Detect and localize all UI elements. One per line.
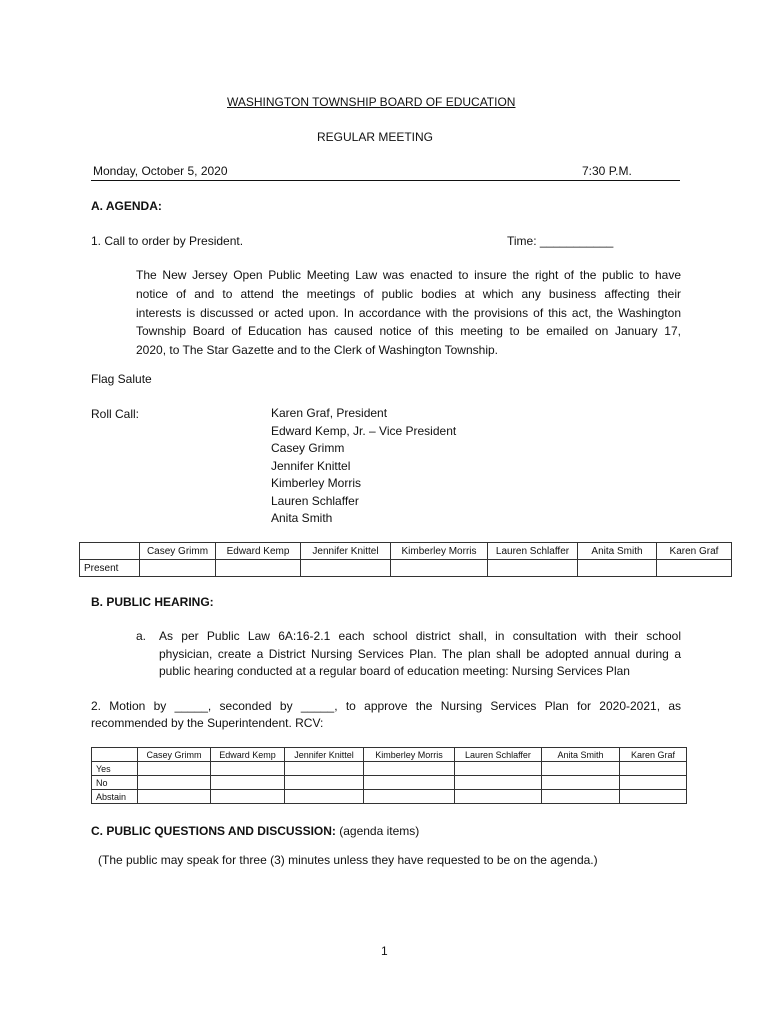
table-cell (211, 776, 285, 790)
table-header-cell: Anita Smith (578, 543, 657, 560)
attendance-header-row (80, 543, 732, 560)
section-c-heading-suffix: (agenda items) (335, 824, 420, 838)
table-cell (391, 560, 488, 577)
motion-line: 2. Motion by _____, seconded by _____, to approve the Nursing Services Plan for 2020-2021, as (91, 699, 681, 713)
table-row (92, 790, 687, 804)
roll-call-member: Lauren Schlaffer (271, 493, 359, 508)
table-header-cell: Karen Graf (657, 543, 732, 560)
table-cell (578, 560, 657, 577)
table-cell (285, 790, 364, 804)
table-cell (542, 790, 620, 804)
item-line: public hearing conducted at a regular board of education meeting: Nursing Services Plan (159, 664, 630, 678)
section-c-heading: C. PUBLIC QUESTIONS AND DISCUSSION: (91, 824, 336, 838)
row-label-cell: Present (80, 560, 140, 577)
table-cell (140, 560, 216, 577)
table-header-cell: Anita Smith (542, 748, 620, 762)
table-cell (211, 762, 285, 776)
table-cell (620, 776, 687, 790)
notice-line: interests is discussed or acted upon. In accordance with the provisions of this act, the Washington (136, 305, 681, 320)
item-line: As per Public Law 6A:16-2.1 each school district shall, in consultation with their school (159, 629, 681, 643)
notice-line: 2020, to The Star Gazette and to the Clerk of Washington Township. (136, 343, 498, 358)
date-time-line (91, 164, 680, 181)
roll-call-list (271, 405, 456, 528)
notice-line: notice of and to attend the meetings of public bodies at which any business affecting their (136, 286, 681, 301)
meeting-date: Monday, October 5, 2020 (93, 164, 228, 178)
table-header-cell (80, 543, 140, 560)
flag-salute: Flag Salute (91, 372, 152, 386)
motion-text (91, 698, 681, 732)
table-cell (285, 762, 364, 776)
table-cell (138, 776, 211, 790)
meeting-time: 7:30 P.M. (582, 164, 632, 178)
table-row (80, 560, 732, 577)
table-cell (364, 790, 455, 804)
call-to-order-time: Time: ___________ (507, 234, 614, 248)
item-line: physician, create a District Nursing Services Plan. The plan shall be adopted annual during a (159, 646, 681, 661)
section-b-heading: B. PUBLIC HEARING: (91, 595, 214, 609)
table-row (92, 762, 687, 776)
table-row (92, 776, 687, 790)
table-header-cell: Casey Grimm (140, 543, 216, 560)
roll-call-member: Anita Smith (271, 511, 333, 525)
row-label-cell: Yes (92, 762, 138, 776)
roll-call-member: Jennifer Knittel (271, 458, 351, 473)
table-header-cell (92, 748, 138, 762)
roll-call-member: Casey Grimm (271, 441, 345, 455)
nursing-plan-item (159, 628, 681, 681)
row-label-cell: No (92, 776, 138, 790)
table-cell (138, 762, 211, 776)
table-cell (455, 790, 542, 804)
table-header-cell: Jennifer Knittel (301, 543, 391, 560)
motion-line: recommended by the Superintendent. RCV: (91, 716, 324, 730)
table-header-cell: Kimberley Morris (391, 543, 488, 560)
table-header-cell: Lauren Schlaffer (455, 748, 542, 762)
section-c-heading-line (91, 824, 419, 838)
table-cell (542, 776, 620, 790)
table-cell (138, 790, 211, 804)
row-label-cell: Abstain (92, 790, 138, 804)
list-marker: a. (136, 629, 147, 643)
notice-line: Township Board of Education has caused notice of this meeting to be emailed on January 17, (136, 324, 681, 339)
table-cell (364, 776, 455, 790)
table-header-cell: Lauren Schlaffer (488, 543, 578, 560)
table-cell (620, 762, 687, 776)
document-title: WASHINGTON TOWNSHIP BOARD OF EDUCATION (227, 95, 516, 109)
table-cell (455, 776, 542, 790)
vote-header-row (92, 748, 687, 762)
meeting-type: REGULAR MEETING (317, 130, 434, 144)
roll-call-label: Roll Call: (91, 407, 140, 421)
table-header-cell: Casey Grimm (138, 748, 211, 762)
table-header-cell: Karen Graf (620, 748, 687, 762)
table-cell (211, 790, 285, 804)
table-cell (364, 762, 455, 776)
table-cell (542, 762, 620, 776)
table-cell (285, 776, 364, 790)
notice-line: The New Jersey Open Public Meeting Law was enacted to insure the right of the public to have (136, 268, 681, 282)
call-to-order-item: 1. Call to order by President. (91, 234, 244, 248)
table-cell (620, 790, 687, 804)
public-speaking-note: (The public may speak for three (3) minutes unless they have requested to be on the agenda.) (98, 853, 598, 867)
section-a-heading: A. AGENDA: (91, 199, 162, 213)
roll-call-member: Edward Kemp, Jr. – Vice President (271, 423, 457, 438)
table-cell (301, 560, 391, 577)
roll-call-member: Karen Graf, President (271, 406, 388, 420)
page-number: 1 (381, 944, 388, 958)
table-header-cell: Kimberley Morris (364, 748, 455, 762)
roll-call-member: Kimberley Morris (271, 476, 362, 490)
table-header-cell: Edward Kemp (216, 543, 301, 560)
table-cell (216, 560, 301, 577)
table-cell (488, 560, 578, 577)
vote-table (91, 747, 687, 804)
attendance-table (79, 542, 732, 577)
table-header-cell: Jennifer Knittel (285, 748, 364, 762)
table-header-cell: Edward Kemp (211, 748, 285, 762)
table-cell (455, 762, 542, 776)
table-cell (657, 560, 732, 577)
open-meeting-notice (136, 266, 681, 360)
